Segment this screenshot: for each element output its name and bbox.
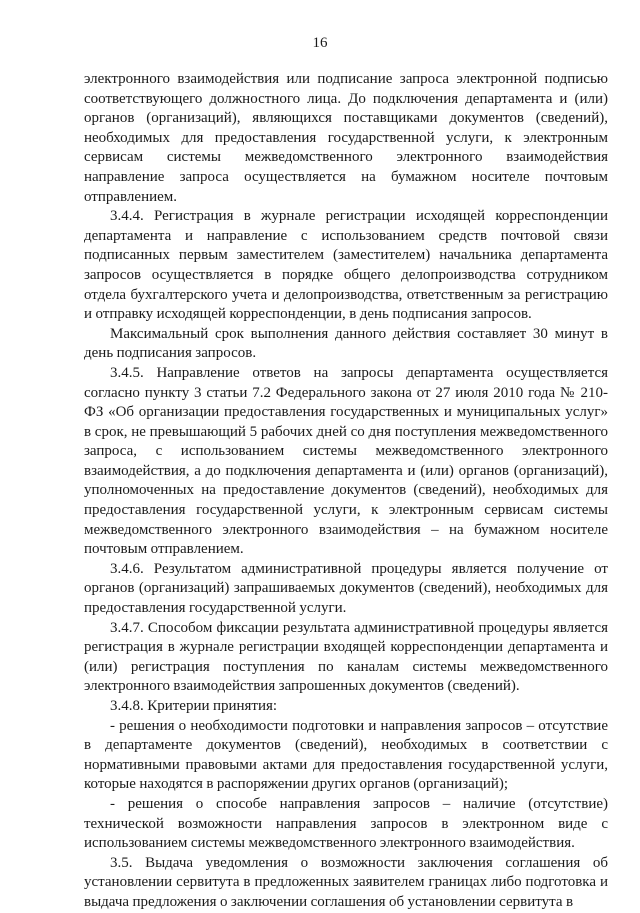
list-item-criterion-2: - решения о способе направления запросов – наличие (отсутствие) технической возможности направления запросов в электронном виде с использованием системы межведомственного электронного взаимодействия.: [84, 795, 608, 852]
paragraph-3-4-6: 3.4.6. Результатом административной процедуры является получение от органов (организаций) запрашиваемых документов (сведений), необходимых для предоставления государственной услуги.: [84, 560, 608, 617]
paragraph-3-4-5: 3.4.5. Направление ответов на запросы департамента осуществляется согласно пункту 3 статьи 7.2 Федерального закона от 27 июля 2010 года № 210-ФЗ «Об организации предоставления государственных и муниципальных услуг» в срок, не превышающий 5 рабочих дней со дня поступления межведомственного запроса, с использованием системы межведомственного электронного взаимодействия, а до подключения департамента и (или) органов (организаций), уполномоченных на предоставление документов (сведений), необходимых для предоставления государственной услуги, к электронным сервисам системы межведомственного электронного взаимодействия – на бумажном носителе почтовым отправлением.: [84, 364, 608, 558]
paragraph-3-4-8: 3.4.8. Критерии принятия:: [110, 698, 278, 714]
paragraph-3-4-7: 3.4.7. Способом фиксации результата административной процедуры является регистрация в журнале регистрации входящей корреспонденции департамента и (или) регистрация поступления по каналам системы межведомственного электронного взаимодействия запрошенных документов (сведений).: [84, 619, 608, 695]
page-number: 16: [312, 35, 328, 51]
paragraph-3-5: 3.5. Выдача уведомления о возможности заключения соглашения об установлении сервитута в предложенных заявителем границах либо подготовка и выдача предложения о заключении соглашения об установлении сервитута в: [84, 854, 608, 910]
paragraph-continuation: электронного взаимодействия или подписание запроса электронной подписью соответствующего должностного лица. До подключения департамента и (или) органов (организаций), являющихся поставщиками документов (сведений), необходимых для предоставления государственной услуги, к электронным сервисам системы межведомственного электронного взаимодействия направление запроса осуществляется на бумажном носителе почтовым отправлением.: [84, 71, 608, 205]
document-body: [84, 70, 608, 913]
paragraph-3-4-4: 3.4.4. Регистрация в журнале регистрации исходящей корреспонденции департамента и направление с использованием средств почтовой связи подписанных первым заместителем (заместителем) начальника департамента запросов осуществляется в порядке общего делопроизводства сотрудником отдела бухгалтерского учета и делопроизводства, ответственным за регистрацию и отправку исходящей корреспонденции, в день подписания запросов.: [84, 208, 608, 323]
paragraph-max-time: Максимальный срок выполнения данного действия составляет 30 минут в день подписания запросов.: [84, 325, 608, 362]
list-item-criterion-1: - решения о необходимости подготовки и направления запросов – отсутствие в департаменте документов (сведений), необходимых в соответствии с нормативными правовыми актами для предоставления государственной услуги, которые находятся в распоряжении других органов (организаций);: [84, 717, 608, 793]
